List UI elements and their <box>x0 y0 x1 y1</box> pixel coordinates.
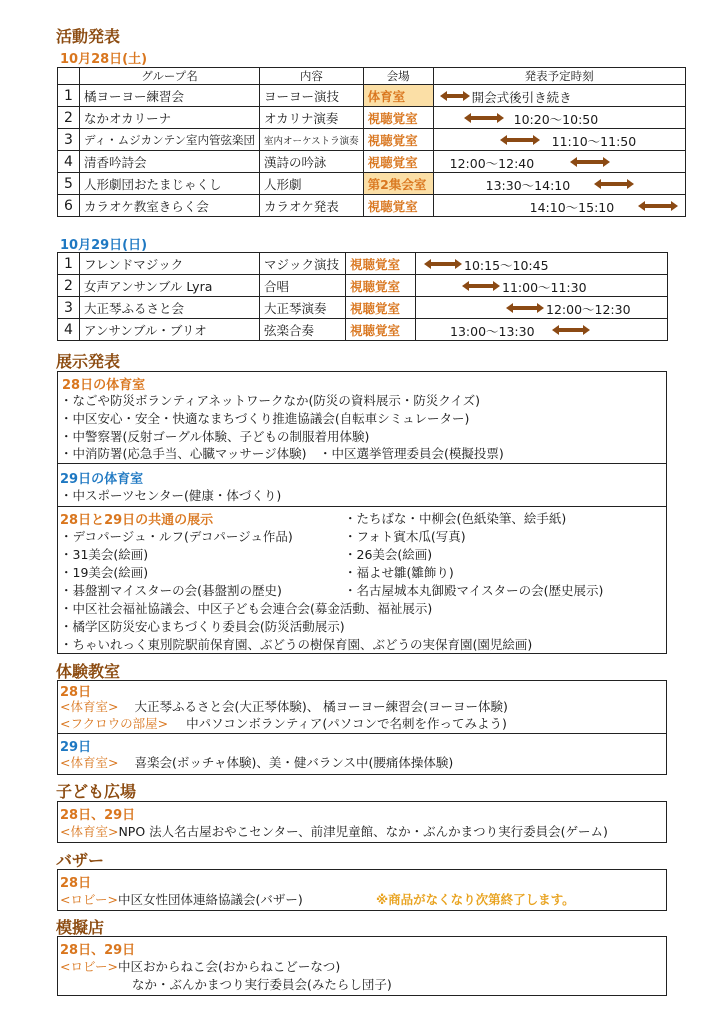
bazaar-box <box>57 869 667 911</box>
group-name: アンサンブル・ブリオ <box>80 319 260 341</box>
time-text: 12:00～12:30 <box>546 302 631 317</box>
list-item: ・26美会(絵画) <box>344 547 433 562</box>
time-text: 開会式後引き続き <box>471 90 572 105</box>
time-text: 10:20～10:50 <box>513 112 599 127</box>
group-name: なかオカリーナ <box>80 107 260 129</box>
table-row <box>58 173 686 195</box>
list-item: ・なごや防災ボランティアネットワークなか(防災の資料展示・防災クイズ) <box>60 393 481 408</box>
venue: 視聴覚室 <box>346 275 416 297</box>
day2-date: 10月29日(日) <box>60 238 148 253</box>
list-item: ・ちゃいれっく東別院駅前保育園、ぶどうの樹保育園、ぶどうの実保育園(園児絵画) <box>60 637 533 652</box>
time-cell <box>416 253 668 275</box>
kids-box <box>57 801 667 843</box>
row-number: 2 <box>58 107 80 129</box>
experience-item <box>60 714 507 732</box>
table-row <box>58 319 668 341</box>
mockshop-box <box>57 936 667 996</box>
exhibition-box-common <box>57 506 667 654</box>
mockshop-date: 28日、29日 <box>60 943 136 958</box>
time-text: 14:10～15:10 <box>529 200 615 215</box>
time-text: 11:00～11:30 <box>502 280 587 295</box>
group-name: 橘ヨーヨー練習会 <box>80 85 260 107</box>
row-number: 1 <box>58 85 80 107</box>
time-cell <box>433 195 685 217</box>
venue: 視聴覚室 <box>363 151 433 173</box>
double-arrow-icon <box>638 201 678 211</box>
list-item: ・碁盤割マイスターの会(碁盤割の歴史) <box>60 583 282 598</box>
table-header-row <box>58 68 686 85</box>
day1-schedule-table <box>57 67 686 217</box>
section-title-kids: 子ども広場 <box>56 782 137 801</box>
experience-box-28 <box>57 680 667 734</box>
group-name: フレンドマジック <box>80 253 260 275</box>
venue: 視聴覚室 <box>346 297 416 319</box>
time-text: 10:15～10:45 <box>464 258 549 273</box>
day2-schedule-table <box>57 252 668 341</box>
time-cell <box>416 319 668 341</box>
venue: 視聴覚室 <box>363 129 433 151</box>
list-item: ・フォト賓木瓜(写真) <box>344 529 466 544</box>
group-name: 人形劇団おたまじゃくし <box>80 173 260 195</box>
list-item: ・中警察署(反射ゴーグル体験、子どもの制服着用体験) <box>60 429 370 444</box>
content: カラオケ発表 <box>260 195 364 217</box>
venue-tag: <体育室> <box>60 699 119 714</box>
list-item: ・中消防署(応急手当、心臓マッサージ体験) ・中区選挙管理委員会(模擬投票) <box>60 446 504 461</box>
exhibition-box-29 <box>57 463 667 507</box>
experience-text: 中パソコンボランティア(パソコンで名刺を作ってみよう) <box>186 716 507 731</box>
venue-tag: <体育室> <box>60 824 119 839</box>
group-name: 女声アンサンブル Lyra <box>80 275 260 297</box>
venue: 体育室 <box>363 85 433 107</box>
bazaar-text: 中区女性団体連絡協議会(バザー) <box>117 892 303 907</box>
time-cell <box>433 151 685 173</box>
double-arrow-icon <box>464 113 504 123</box>
kids-date: 28日、29日 <box>60 808 136 823</box>
content: 室内オーケストラ演奏 <box>260 129 364 151</box>
double-arrow-icon <box>462 281 500 291</box>
exhibition-heading-common: 28日と29日の共通の展示 <box>60 513 214 528</box>
list-item: ・デコパージュ・ルフ(デコパージュ作品) <box>60 529 293 544</box>
mockshop-item <box>60 957 340 975</box>
venue: 視聴覚室 <box>363 195 433 217</box>
venue-tag: <ロビー> <box>60 892 118 907</box>
content: 人形劇 <box>260 173 364 195</box>
time-text: 13:00～13:30 <box>450 324 535 339</box>
list-item: ・たちばな・中柳会(色紙染筆、絵手紙) <box>344 511 567 526</box>
experience-item <box>60 697 508 715</box>
content: ヨーヨー演技 <box>260 85 364 107</box>
table-row <box>58 151 686 173</box>
section-title-bazaar: バザー <box>56 851 105 870</box>
bazaar-date: 28日 <box>60 876 92 891</box>
mockshop-item: なか・ぶんかまつり実行委員会(みたらし団子) <box>132 977 392 992</box>
exhibition-box-28 <box>57 371 667 464</box>
venue: 第2集会室 <box>363 173 433 195</box>
header-content: 内容 <box>260 68 364 85</box>
time-cell <box>416 275 668 297</box>
table-row <box>58 85 686 107</box>
header-venue: 会場 <box>363 68 433 85</box>
list-item: ・福よせ雛(雛飾り) <box>344 565 454 580</box>
venue-tag: <ロビー> <box>60 959 118 974</box>
experience-text: 喜楽会(ボッチャ体験)、美・健バランス中(腰痛体操体験) <box>134 755 454 770</box>
exhibition-heading-29: 29日の体育室 <box>60 472 144 487</box>
time-cell <box>433 85 685 107</box>
kids-text: NPO 法人名古屋おやこセンター、前津児童館、なか・ぶんかまつり実行委員会(ゲーム) <box>118 824 608 839</box>
table-row <box>58 275 668 297</box>
time-text: 13:30～14:10 <box>485 178 571 193</box>
list-item: ・橘学区防災安心まちづくり委員会(防災活動展示) <box>60 619 345 634</box>
venue: 視聴覚室 <box>346 253 416 275</box>
list-item: ・名古屋城本丸御殿マイスターの会(歴史展示) <box>344 583 604 598</box>
table-row <box>58 195 686 217</box>
kids-item <box>60 822 608 840</box>
content: 弦楽合奏 <box>260 319 346 341</box>
list-item: ・中区安心・安全・快適なまちづくり推進協議会(自転車シミュレーター) <box>60 411 470 426</box>
time-cell <box>433 107 685 129</box>
group-name: カラオケ教室きらく会 <box>80 195 260 217</box>
content: 漢詩の吟詠 <box>260 151 364 173</box>
venue: 視聴覚室 <box>363 107 433 129</box>
time-cell <box>416 297 668 319</box>
row-number: 3 <box>58 297 80 319</box>
list-item: ・中区社会福祉協議会、中区子ども会連合会(募金活動、福祉展示) <box>60 601 433 616</box>
table-row <box>58 253 668 275</box>
bazaar-note: ※商品がなくなり次第終了します。 <box>376 892 575 907</box>
venue: 視聴覚室 <box>346 319 416 341</box>
content: オカリナ演奏 <box>260 107 364 129</box>
experience-date-29: 29日 <box>60 740 92 755</box>
double-arrow-icon <box>594 179 634 189</box>
exhibition-heading-28: 28日の体育室 <box>62 378 146 393</box>
row-number: 2 <box>58 275 80 297</box>
group-name: 大正琴ふるさと会 <box>80 297 260 319</box>
day1-date: 10月28日(土) <box>60 52 148 67</box>
double-arrow-icon <box>424 259 462 269</box>
section-title-exhibition: 展示発表 <box>56 352 121 371</box>
venue-tag: <フクロウの部屋> <box>60 716 169 731</box>
experience-box-29 <box>57 733 667 775</box>
content: マジック演技 <box>260 253 346 275</box>
time-text: 12:00～12:40 <box>449 156 535 171</box>
group-name: 清香吟詩会 <box>80 151 260 173</box>
row-number: 5 <box>58 173 80 195</box>
double-arrow-icon <box>552 325 590 335</box>
bazaar-item <box>60 890 303 908</box>
content: 合唱 <box>260 275 346 297</box>
row-number: 6 <box>58 195 80 217</box>
list-item: ・31美会(絵画) <box>60 547 149 562</box>
content: 大正琴演奏 <box>260 297 346 319</box>
time-cell <box>433 173 685 195</box>
experience-item <box>60 753 453 771</box>
double-arrow-icon <box>506 303 544 313</box>
row-number: 4 <box>58 151 80 173</box>
row-number: 3 <box>58 129 80 151</box>
mockshop-text: 中区おからねこ会(おからねこどーなつ) <box>117 959 341 974</box>
double-arrow-icon <box>440 91 470 101</box>
time-cell <box>433 129 685 151</box>
header-group: グループ名 <box>80 68 260 85</box>
experience-text: 大正琴ふるさと会(大正琴体験)、 橘ヨーヨー練習会(ヨーヨー体験) <box>134 699 508 714</box>
list-item: ・中スポーツセンター(健康・体づくり) <box>60 488 282 503</box>
group-name: ディ・ムジカンテン室内管弦楽団 <box>80 129 260 151</box>
section-title-mockshop: 模擬店 <box>56 918 105 937</box>
section-title-experience: 体験教室 <box>56 662 121 681</box>
table-row <box>58 129 686 151</box>
venue-tag: <体育室> <box>60 755 119 770</box>
table-row <box>58 107 686 129</box>
row-number: 1 <box>58 253 80 275</box>
experience-date-28: 28日 <box>60 685 92 700</box>
table-row <box>58 297 668 319</box>
header-time: 発表予定時刻 <box>433 68 685 85</box>
row-number: 4 <box>58 319 80 341</box>
double-arrow-icon <box>570 157 610 167</box>
list-item: ・19美会(絵画) <box>60 565 149 580</box>
time-text: 11:10～11:50 <box>551 134 637 149</box>
double-arrow-icon <box>500 135 540 145</box>
section-title-activity: 活動発表 <box>56 27 121 46</box>
